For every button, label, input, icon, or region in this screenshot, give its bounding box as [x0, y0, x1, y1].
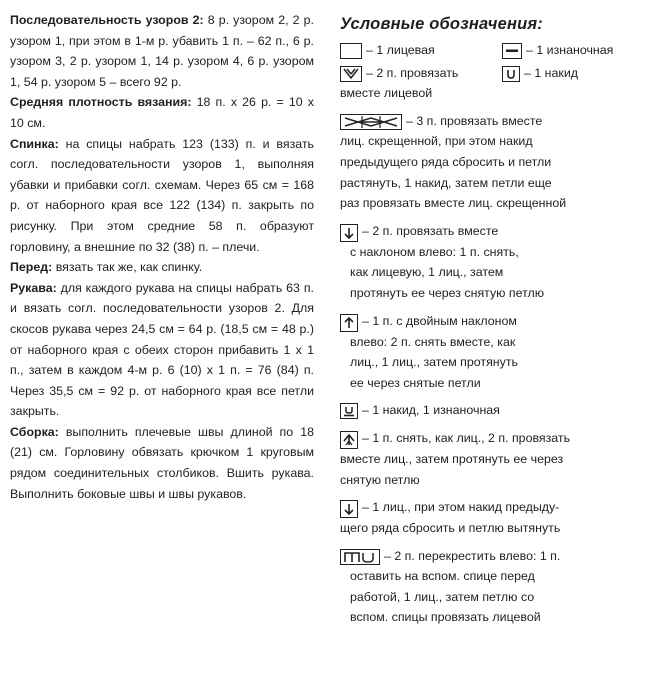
cable-cross-symbol-icon: [340, 549, 380, 565]
up-arrow-square-icon: [340, 314, 358, 332]
dash-square-icon: [502, 43, 522, 59]
legend-text: работой, 1 лиц., затем петлю со: [350, 589, 535, 604]
up-arrow-triangle-icon: [340, 431, 358, 449]
section-text: для каждого рукава на спицы набрать 63 п. и вязать согл. последовательности узоров 2. Для скосов рукава через 24,5 см = 64 р. (18,5 см = 48 р.) от наборного края с обеих сторон прибавить 1 х 1 п., затем в каждом 4-м р. 6 (10) х 1 п. = 76 (84) п. Через 35,5 см = 92 р. от наборного края все петли закрыть.: [10, 280, 314, 419]
legend-row: [340, 221, 655, 242]
legend-title: Условные обозначения:: [340, 15, 543, 33]
empty-square-icon: [340, 43, 362, 59]
section-label: Спинка:: [10, 136, 59, 151]
legend-text: с наклоном влево: 1 п. снять,: [350, 244, 519, 259]
legend-row-continuation: [340, 262, 655, 283]
legend-row-continuation: [340, 283, 655, 304]
legend-row-continuation: [340, 83, 655, 104]
yarn-over-u-icon: [502, 66, 520, 82]
legend-text: – 1 п. снять, как лиц., 2 п. провязать: [362, 430, 571, 445]
legend-text: – 1 накид: [524, 65, 578, 80]
section-text: вязать так же, как спинку.: [55, 260, 203, 275]
legend-text: вместе лицевой: [340, 86, 433, 101]
legend-column: [340, 14, 655, 628]
back-paragraph: [10, 134, 314, 258]
front-paragraph: [10, 257, 314, 278]
legend-text: вспом. спицы провязать лицевой: [350, 610, 541, 625]
legend-row-continuation: [340, 173, 655, 194]
legend-row-continuation: [340, 470, 655, 491]
legend-row-continuation: [340, 607, 655, 628]
legend-row-continuation: [340, 518, 655, 539]
legend-row: [340, 546, 655, 567]
legend-text: – 1 п. с двойным наклоном: [362, 313, 517, 328]
down-arrow-square-icon: [340, 224, 358, 242]
legend-text: – 3 п. провязать вместе: [406, 113, 543, 128]
legend-text: влево: 2 п. снять вместе, как: [350, 334, 516, 349]
cross-stitch-symbol-icon: [340, 114, 402, 130]
legend-row-continuation: [340, 566, 655, 587]
legend-row: [340, 111, 655, 132]
legend-row: [340, 311, 655, 332]
legend-text: снятую петлю: [340, 472, 420, 487]
legend-text: вместе лиц., затем протянуть ее через: [340, 451, 564, 466]
section-label: Последовательность узоров 2:: [10, 13, 204, 27]
legend-row-continuation: [340, 352, 655, 373]
pattern-sequence-paragraph: [10, 10, 314, 92]
legend-row-continuation: [340, 131, 655, 152]
legend-row-continuation: [340, 242, 655, 263]
section-text: 18 п. х 26 р. = 10 х 10 см.: [10, 95, 314, 130]
legend-text: – 2 п. провязать вместе: [362, 223, 499, 238]
legend-row: [340, 40, 655, 61]
legend-row: [340, 400, 655, 421]
legend-text: – 1 накид, 1 изнаночная: [362, 403, 500, 418]
legend-row-continuation: [340, 449, 655, 470]
legend-text: щего ряда сбросить и петлю вытянуть: [340, 521, 561, 536]
legend-text: – 1 лиц., при этом накид предыду-: [362, 500, 560, 515]
legend-text: лиц. скрещенной, при этом накид: [340, 134, 533, 149]
legend-text: – 1 изнаночная: [526, 43, 614, 57]
k2tog-symbol-icon: [340, 66, 362, 82]
legend-text: ее через снятые петли: [350, 375, 481, 390]
legend-text: – 2 п. перекрестить влево: 1 п.: [384, 548, 561, 563]
legend-row-continuation: [340, 332, 655, 353]
section-label: Перед:: [10, 260, 53, 275]
instructions-column: [10, 10, 314, 504]
assembly-paragraph: [10, 422, 314, 504]
legend-text: оставить на вспом. спице перед: [350, 569, 535, 584]
section-label: Средняя плотность вязания:: [10, 95, 192, 110]
legend-text: – 2 п. провязать: [366, 65, 459, 80]
yo-purl-symbol-icon: [340, 403, 358, 419]
legend-text: как лицевую, 1 лиц., затем: [350, 265, 504, 280]
legend-text: – 1 лицевая: [366, 43, 435, 57]
legend-row: [340, 428, 655, 449]
legend-row-continuation: [340, 152, 655, 173]
section-text: выполнить плечевые швы длиной по 18 (21) см. Горловину обвязать крючком 1 круговым рядом соединительных столбиков. Вшить рукава. Выполнить боковые швы и швы рукавов.: [10, 424, 314, 501]
legend-row: [340, 497, 655, 518]
section-text: на спицы набрать 123 (133) п. и вязать согл. последовательности узоров 1, выполняя убавки и прибавки согл. схемам. Через 65 см = 168 р. от наборного края все 122 (134) п. закрыть по рисунку. При этом средние 58 п. образуют горловину, а внешние по 32 (38) п. – плечи.: [10, 136, 314, 254]
section-label: Сборка:: [10, 424, 59, 439]
down-arrow-square-icon: [340, 500, 358, 518]
legend-text: раз провязать вместе лиц. скрещенной: [340, 196, 567, 211]
legend-text: протянуть ее через снятую петлю: [350, 285, 545, 300]
legend-text: растянуть, 1 накид, затем петли еще: [340, 175, 552, 190]
legend-row-continuation: [340, 193, 655, 214]
legend-text: лиц., 1 лиц., затем протянуть: [350, 355, 518, 370]
legend-row-continuation: [340, 587, 655, 608]
legend-text: предыдущего ряда сбросить и петли: [340, 154, 552, 169]
section-text: 8 р. узором 2, 2 р. узором 1, при этом в 1-м р. убавить 1 п. – 62 п., 6 р. узором 3, 2 р. узором 1, 14 р. узором 4, 6 р. узором 1, 54 р. узором 5 – всего 92 р.: [10, 13, 314, 89]
gauge-paragraph: [10, 92, 314, 133]
section-label: Рукава:: [10, 280, 57, 295]
legend-row-continuation: [340, 373, 655, 394]
sleeves-paragraph: [10, 278, 314, 422]
legend-row: [340, 63, 655, 84]
